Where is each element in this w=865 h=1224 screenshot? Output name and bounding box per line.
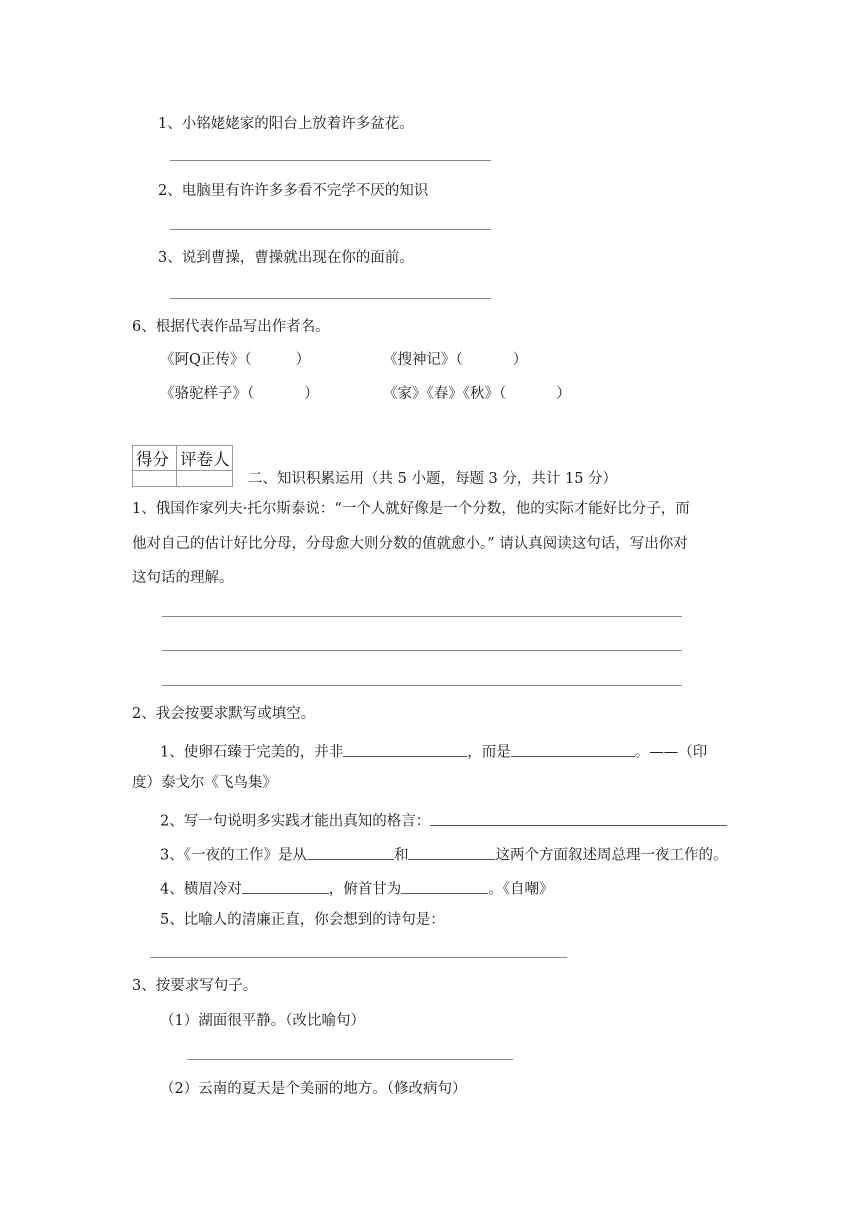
q2-title: 2、我会按要求默写或填空。 — [132, 706, 316, 722]
sentence-item-3: 3、说到曹操，曹操就出现在你的面前。 — [158, 250, 414, 266]
q2-sub-5: 5、比喻人的清廉正直，你会想到的诗句是： — [160, 912, 445, 928]
q2-blank-1a[interactable] — [343, 741, 467, 757]
grader-label: 评卷人 — [177, 446, 233, 471]
q6-work-2: 《搜神记》（ ） — [383, 352, 528, 368]
answer-line-3[interactable] — [170, 298, 491, 299]
q1-answer-line-1[interactable] — [162, 616, 682, 617]
q2-sub-1-cont: 度）泰戈尔《飞鸟集》 — [132, 775, 277, 791]
answer-line-2[interactable] — [170, 229, 491, 230]
q1-line-2: 他对自己的估计好比分母，分母愈大则分数的值就愈小。” 请认真阅读这句话，写出你对 — [132, 536, 688, 552]
answer-line-1[interactable] — [170, 160, 491, 161]
q6-work-4: 《家》《春》《秋》（ ） — [383, 386, 571, 402]
q3-sub-1: （1）湖面很平静。（改比喻句） — [160, 1013, 365, 1029]
q1-line-3: 这句话的理解。 — [132, 570, 234, 586]
q2-sub-3: 3、《一夜的工作》是从 和 这两个方面叙述周总理一夜工作的。 — [160, 844, 727, 863]
q2-blank-3a[interactable] — [307, 844, 394, 860]
q6-title: 6、根据代表作品写出作者名。 — [132, 319, 330, 335]
q2-blank-4b[interactable] — [401, 878, 488, 894]
q6-work-1: 《阿Q正传》（ ） — [160, 352, 311, 368]
q2-answer-line-5[interactable] — [150, 957, 567, 958]
grader-cell[interactable] — [177, 471, 233, 487]
q2-blank-3b[interactable] — [408, 844, 495, 860]
q3-answer-line-1[interactable] — [187, 1059, 513, 1060]
q1-line-1: 1、俄国作家列夫·托尔斯泰说：“一个人就好像是一个分数，他的实际才能好比分子，而 — [132, 501, 690, 517]
q2-blank-2[interactable] — [430, 810, 727, 826]
sentence-item-2: 2、电脑里有许许多多看不完学不厌的知识 — [158, 183, 429, 199]
q1-answer-line-2[interactable] — [162, 650, 682, 651]
q2-sub-4: 4、横眉冷对 ，俯首甘为 。《自嘲》 — [160, 878, 553, 897]
score-box — [132, 445, 233, 487]
sentence-item-1: 1、小铭姥姥家的阳台上放着许多盆花。 — [158, 116, 414, 132]
q3-title: 3、按要求写句子。 — [132, 978, 258, 994]
score-label: 得分 — [133, 446, 177, 471]
score-cell[interactable] — [133, 471, 177, 487]
q2-sub-2: 2、写一句说明多实践才能出真知的格言： — [160, 810, 727, 829]
q3-sub-2: （2）云南的夏天是个美丽的地方。（修改病句） — [160, 1081, 467, 1097]
q2-blank-4a[interactable] — [242, 878, 329, 894]
q6-work-3: 《骆驼样子》（ ） — [160, 386, 319, 402]
part2-heading: 二、知识积累运用（共 5 小题，每题 3 分，共计 15 分） — [248, 471, 618, 487]
q1-answer-line-3[interactable] — [162, 685, 682, 686]
q2-sub-1: 1、使卵石臻于完美的，并非 ，而是 。——（印 — [160, 741, 707, 760]
q2-blank-1b[interactable] — [511, 741, 635, 757]
